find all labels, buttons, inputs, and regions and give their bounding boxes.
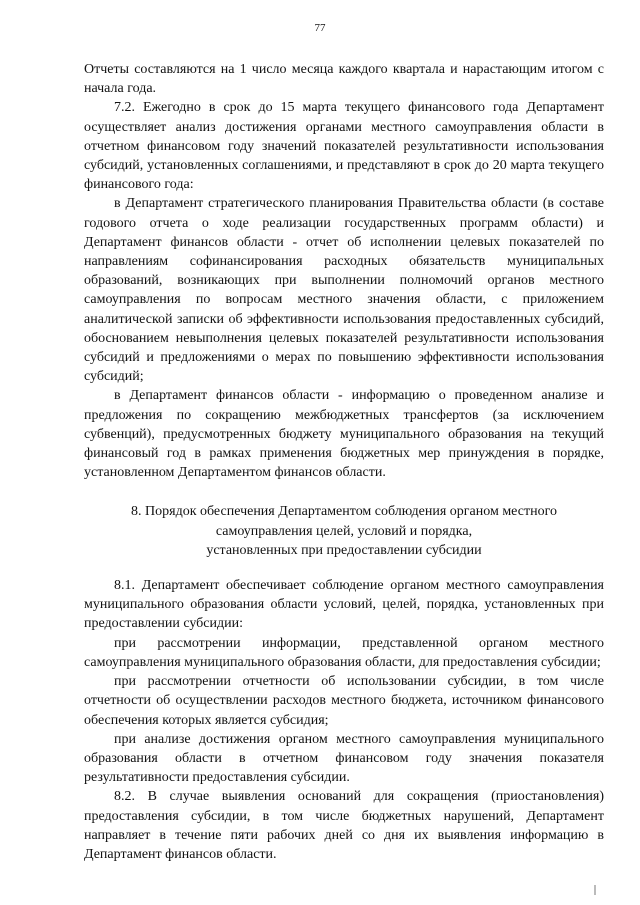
scan-mark xyxy=(594,885,596,895)
page-number: 77 xyxy=(314,22,326,34)
section-8-heading xyxy=(84,502,604,560)
paragraph-7-2: 7.2. Ежегодно в срок до 15 марта текущего финансового года Департамент осуществляет анализ достижения органами местного самоуправления области в отчетном финансовом году значений показателей результативности использования субсидий, установленных соглашениями, и представляют в срок до 20 марта текущего финансового года: xyxy=(84,100,604,193)
paragraph-strategic-planning-department: в Департамент стратегического планирования Правительства области (в составе годового отчета о ходе реализации государственных программ области) и Департамент финансов области - отчет об исполнении целевых показателей по направлениям софинансирования расходных обязательств муниципальных образований, возникающих при выполнении полномочий органов местного самоуправления по вопросам местного значения области, с приложением аналитической записки об эффективности использования предоставленных субсидий, обоснованием невыполнения целевых показателей результативности использования субсидий и предложениями о мерах по повышению эффективности использования субсидий; xyxy=(84,196,604,385)
paragraph-8-1: 8.1. Департамент обеспечивает соблюдение органом местного самоуправления муниципального образования области условий, целей, порядка, установленных при предоставлении субсидии: xyxy=(84,578,604,632)
section-heading-line: установленных при предоставлении субсидии xyxy=(206,542,482,558)
document-body xyxy=(84,60,604,864)
section-heading-line: 8. Порядок обеспечения Департаментом соблюдения органом местного xyxy=(131,504,557,520)
paragraph-reports-schedule: Отчеты составляются на 1 число месяца каждого квартала и нарастающим итогом с начала года. xyxy=(84,62,604,97)
paragraph-review-information: при рассмотрении информации, представленной органом местного самоуправления муниципального образования области, для предоставления субсидии; xyxy=(84,635,604,670)
paragraph-finance-department: в Департамент финансов области - информацию о проведенном анализе и предложения по сокращению межбюджетных трансфертов (за исключением субвенций), предусмотренных бюджету муниципального образования на текущий финансовый год в рамках применения бюджетных мер принуждения в порядке, установленном Департаментом финансов области. xyxy=(84,388,604,481)
paragraph-review-reporting: при рассмотрении отчетности об использовании субсидии, в том числе отчетности об осуществлении расходов местного бюджета, источником финансового обеспечения которых является субсидия; xyxy=(84,674,604,728)
section-heading-line: самоуправления целей, условий и порядка, xyxy=(215,523,473,539)
paragraph-analysis-results: при анализе достижения органом местного самоуправления муниципального образования области в отчетном финансовом году значения показателя результативности предоставления субсидии. xyxy=(84,731,604,786)
paragraph-8-2: 8.2. В случае выявления оснований для сокращения (приостановления) предоставления субсидии, в том числе бюджетных нарушений, Департамент направляет в течение пяти рабочих дней со дня их выявления информацию в Департамент финансов области. xyxy=(84,789,604,862)
